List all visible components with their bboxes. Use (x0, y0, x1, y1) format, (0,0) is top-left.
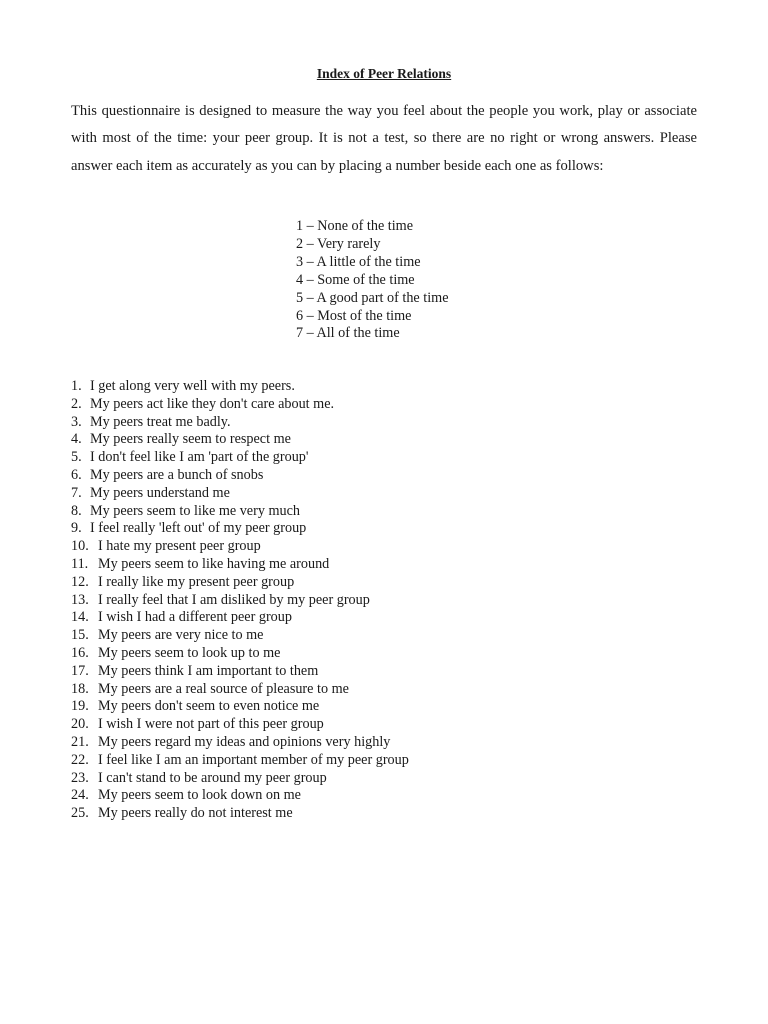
question-text: I feel really 'left out' of my peer group (90, 520, 307, 537)
question-number: 6. (71, 466, 82, 483)
question-number: 9. (71, 520, 82, 537)
question-item (71, 378, 409, 396)
question-text: I wish I had a different peer group (98, 609, 292, 626)
question-number: 18. (71, 680, 89, 697)
question-number: 10. (71, 538, 89, 555)
question-item (71, 414, 409, 432)
question-item (71, 716, 409, 734)
question-item (71, 467, 409, 485)
question-item (71, 681, 409, 699)
question-text: I feel like I am an important member of my peer group (98, 751, 409, 768)
question-number: 11. (71, 555, 89, 572)
question-item (71, 592, 409, 610)
question-item (71, 396, 409, 414)
scale-option: 4 – Some of the time (296, 271, 415, 288)
question-text: My peers don't seem to even notice me (98, 698, 320, 715)
question-text: I really feel that I am disliked by my peer group (98, 591, 370, 608)
intro-paragraph: This questionnaire is designed to measure the way you feel about the people you work, play or associate with most of the time: your peer group. It is not a test, so there are no right or wrong answers. Please answer each item as accurately as you can by placing a number beside each one as follows: (71, 103, 697, 174)
question-text: I wish I were not part of this peer group (98, 716, 324, 733)
question-text: My peers seem to look up to me (98, 644, 281, 661)
question-text: My peers seem to look down on me (98, 787, 301, 804)
question-item (71, 805, 409, 823)
rating-scale (296, 218, 449, 343)
question-number: 24. (71, 787, 89, 804)
question-item (71, 520, 409, 538)
question-item (71, 752, 409, 770)
question-number: 25. (71, 805, 89, 822)
question-number: 23. (71, 769, 89, 786)
question-number: 3. (71, 413, 82, 430)
questionnaire-items (71, 378, 409, 823)
question-number: 22. (71, 751, 89, 768)
question-number: 1. (71, 378, 82, 394)
scale-option: 6 – Most of the time (296, 307, 412, 324)
question-number: 19. (71, 698, 89, 715)
question-text: My peers are very nice to me (98, 627, 264, 644)
question-text: My peers really seem to respect me (90, 431, 291, 448)
question-text: My peers are a bunch of snobs (90, 466, 264, 483)
question-text: My peers are a real source of pleasure to me (98, 680, 349, 697)
question-text: My peers think I am important to them (98, 662, 319, 679)
question-item (71, 787, 409, 805)
question-item (71, 734, 409, 752)
question-text: My peers regard my ideas and opinions very highly (98, 733, 391, 750)
question-number: 20. (71, 716, 89, 733)
question-item (71, 485, 409, 503)
scale-option: 1 – None of the time (296, 218, 414, 234)
question-number: 4. (71, 431, 82, 448)
question-text: My peers seem to like me very much (90, 502, 300, 519)
question-text: I don't feel like I am 'part of the group' (90, 449, 309, 466)
question-item (71, 627, 409, 645)
question-item (71, 645, 409, 663)
question-text: My peers treat me badly. (90, 413, 231, 430)
question-text: I get along very well with my peers. (90, 378, 295, 394)
question-item (71, 574, 409, 592)
question-text: My peers understand me (90, 484, 230, 501)
question-text: My peers really do not interest me (98, 805, 293, 822)
question-item (71, 770, 409, 788)
question-number: 16. (71, 644, 89, 661)
question-item (71, 663, 409, 681)
question-item (71, 503, 409, 521)
question-text: I hate my present peer group (98, 538, 261, 555)
question-item (71, 538, 409, 556)
question-number: 8. (71, 502, 82, 519)
question-number: 13. (71, 591, 89, 608)
scale-option: 7 – All of the time (296, 325, 400, 342)
scale-option: 5 – A good part of the time (296, 289, 449, 306)
scale-option: 3 – A little of the time (296, 253, 421, 270)
question-number: 7. (71, 484, 82, 501)
question-text: I really like my present peer group (98, 573, 295, 590)
question-item (71, 449, 409, 467)
question-text: My peers seem to like having me around (98, 555, 330, 572)
question-text: My peers act like they don't care about me. (90, 395, 335, 412)
question-number: 21. (71, 733, 89, 750)
question-item (71, 698, 409, 716)
question-item (71, 556, 409, 574)
question-number: 2. (71, 395, 82, 412)
scale-option: 2 – Very rarely (296, 235, 381, 252)
question-number: 14. (71, 609, 89, 626)
document-title: Index of Peer Relations (316, 66, 452, 81)
question-number: 15. (71, 627, 89, 644)
question-item (71, 609, 409, 627)
question-number: 5. (71, 449, 82, 466)
question-number: 12. (71, 573, 89, 590)
question-item (71, 431, 409, 449)
question-number: 17. (71, 662, 89, 679)
question-text: I can't stand to be around my peer group (98, 769, 327, 786)
